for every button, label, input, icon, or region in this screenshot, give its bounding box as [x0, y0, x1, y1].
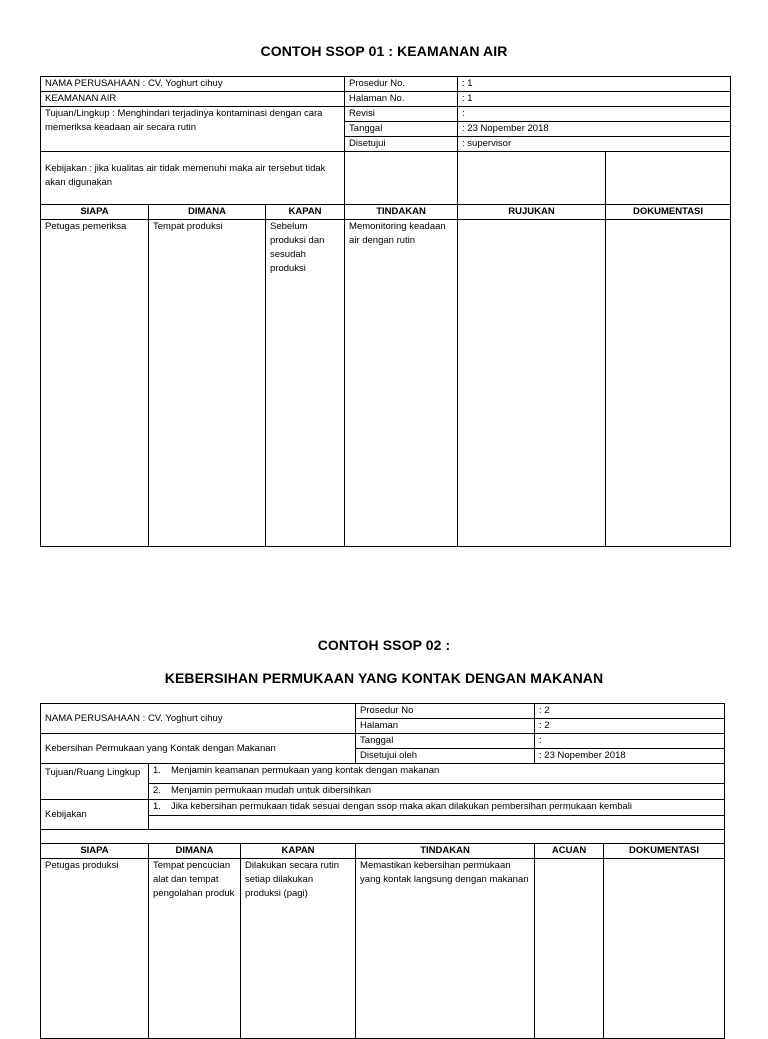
ssop2-kebijakan-label: Kebijakan	[41, 800, 149, 830]
ssop1-subject: KEAMANAN AIR	[41, 92, 345, 107]
ssop2-company: NAMA PERUSAHAAN : CV. Yoghurt cihuy	[41, 704, 356, 734]
ssop2-col-header: DOKUMENTASI	[604, 844, 725, 859]
ssop1-col-header: RUJUKAN	[458, 205, 606, 220]
list-text: Jika kebersihan permukaan tidak sesuai dengan ssop maka akan dilakukan pembersihan permukaan kembali	[171, 801, 633, 812]
ssop2-cell-dimana: Tempat pencucian alat dan tempat pengolahan produk	[149, 859, 241, 1039]
ssop2-spacer-row	[41, 830, 725, 844]
ssop1-info-label: Disetujui	[345, 137, 458, 152]
ssop2-tujuan-label: Tujuan/Ruang Lingkup	[41, 764, 149, 800]
ssop1-col-header: DIMANA	[149, 205, 266, 220]
list-text: Menjamin permukaan mudah untuk dibersihkan	[171, 785, 372, 796]
list-number: 1.	[153, 765, 161, 776]
ssop2-col-header: SIAPA	[41, 844, 149, 859]
ssop2-info-label: Halaman	[356, 719, 535, 734]
ssop1-blank-cell	[606, 152, 731, 205]
ssop1-info-label: Revisi	[345, 107, 458, 122]
ssop2-cell-acuan	[535, 859, 604, 1039]
ssop1-info-label: Tanggal	[345, 122, 458, 137]
ssop1-kebijakan: Kebijakan : jika kualitas air tidak memenuhi maka air tersebut tidak akan digunakan	[41, 152, 345, 205]
ssop1-table	[40, 76, 731, 547]
ssop1-col-header: TINDAKAN	[345, 205, 458, 220]
ssop1-cell-siapa: Petugas pemeriksa	[41, 220, 149, 547]
ssop2-col-header: DIMANA	[149, 844, 241, 859]
list-number: 1.	[153, 801, 161, 812]
ssop1-blank-cell	[458, 152, 606, 205]
ssop1-col-header: SIAPA	[41, 205, 149, 220]
ssop2-info-value: :	[535, 734, 725, 749]
ssop1-info-value: :	[458, 107, 731, 122]
ssop2-subject: Kebersihan Permukaan yang Kontak dengan Makanan	[41, 734, 356, 764]
ssop1-blank-cell	[345, 152, 458, 205]
ssop1-info-label: Halaman No.	[345, 92, 458, 107]
ssop2-info-value: : 2	[535, 704, 725, 719]
list-text: Menjamin keamanan permukaan yang kontak dengan makanan	[171, 765, 440, 776]
ssop2-info-value: : 2	[535, 719, 725, 734]
ssop2-tujuan-item	[149, 784, 725, 800]
ssop1-cell-dokumentasi	[606, 220, 731, 547]
ssop2-col-header: KAPAN	[241, 844, 356, 859]
ssop1-cell-rujukan	[458, 220, 606, 547]
ssop1-tujuan: Tujuan/Lingkup : Menghindari terjadinya kontaminasi dengan cara memeriksa keadaan air secara rutin	[41, 107, 345, 152]
ssop1-col-header: KAPAN	[266, 205, 345, 220]
ssop2-info-value: : 23 Nopember 2018	[535, 749, 725, 764]
ssop1-cell-kapan: Sebelum produksi dan sesudah produksi	[266, 220, 345, 547]
ssop1-info-label: Prosedur No.	[345, 77, 458, 92]
ssop2-cell-kapan: Dilakukan secara rutin setiap dilakukan produksi (pagi)	[241, 859, 356, 1039]
ssop2-col-header: TINDAKAN	[356, 844, 535, 859]
ssop2-blank-cell	[149, 816, 725, 830]
ssop2-info-label: Disetujui oleh	[356, 749, 535, 764]
ssop1-info-value: : 1	[458, 92, 731, 107]
ssop2-info-label: Prosedur No	[356, 704, 535, 719]
ssop1-company: NAMA PERUSAHAAN : CV. Yoghurt cihuy	[41, 77, 345, 92]
ssop1-info-value: : 23 Nopember 2018	[458, 122, 731, 137]
ssop2-title-line1: CONTOH SSOP 02 :	[317, 637, 451, 653]
ssop2-cell-tindakan: Memastikan kebersihan permukaan yang kontak langsung dengan makanan	[356, 859, 535, 1039]
ssop1-cell-tindakan: Memonitoring keadaan air dengan rutin	[345, 220, 458, 547]
ssop2-info-label: Tanggal	[356, 734, 535, 749]
ssop1-info-value: : supervisor	[458, 137, 731, 152]
ssop2-col-header: ACUAN	[535, 844, 604, 859]
ssop2-title-line2: KEBERSIHAN PERMUKAAN YANG KONTAK DENGAN MAKANAN	[164, 670, 604, 686]
ssop1-title: CONTOH SSOP 01 : KEAMANAN AIR	[260, 43, 508, 59]
ssop1-info-value: : 1	[458, 77, 731, 92]
ssop2-cell-dokumentasi	[604, 859, 725, 1039]
ssop1-cell-dimana: Tempat produksi	[149, 220, 266, 547]
ssop2-table	[40, 703, 725, 1039]
list-number: 2.	[153, 785, 161, 796]
ssop2-cell-siapa: Petugas produksi	[41, 859, 149, 1039]
ssop1-col-header: DOKUMENTASI	[606, 205, 731, 220]
ssop2-kebijakan-item	[149, 800, 725, 816]
ssop2-tujuan-item	[149, 764, 725, 784]
